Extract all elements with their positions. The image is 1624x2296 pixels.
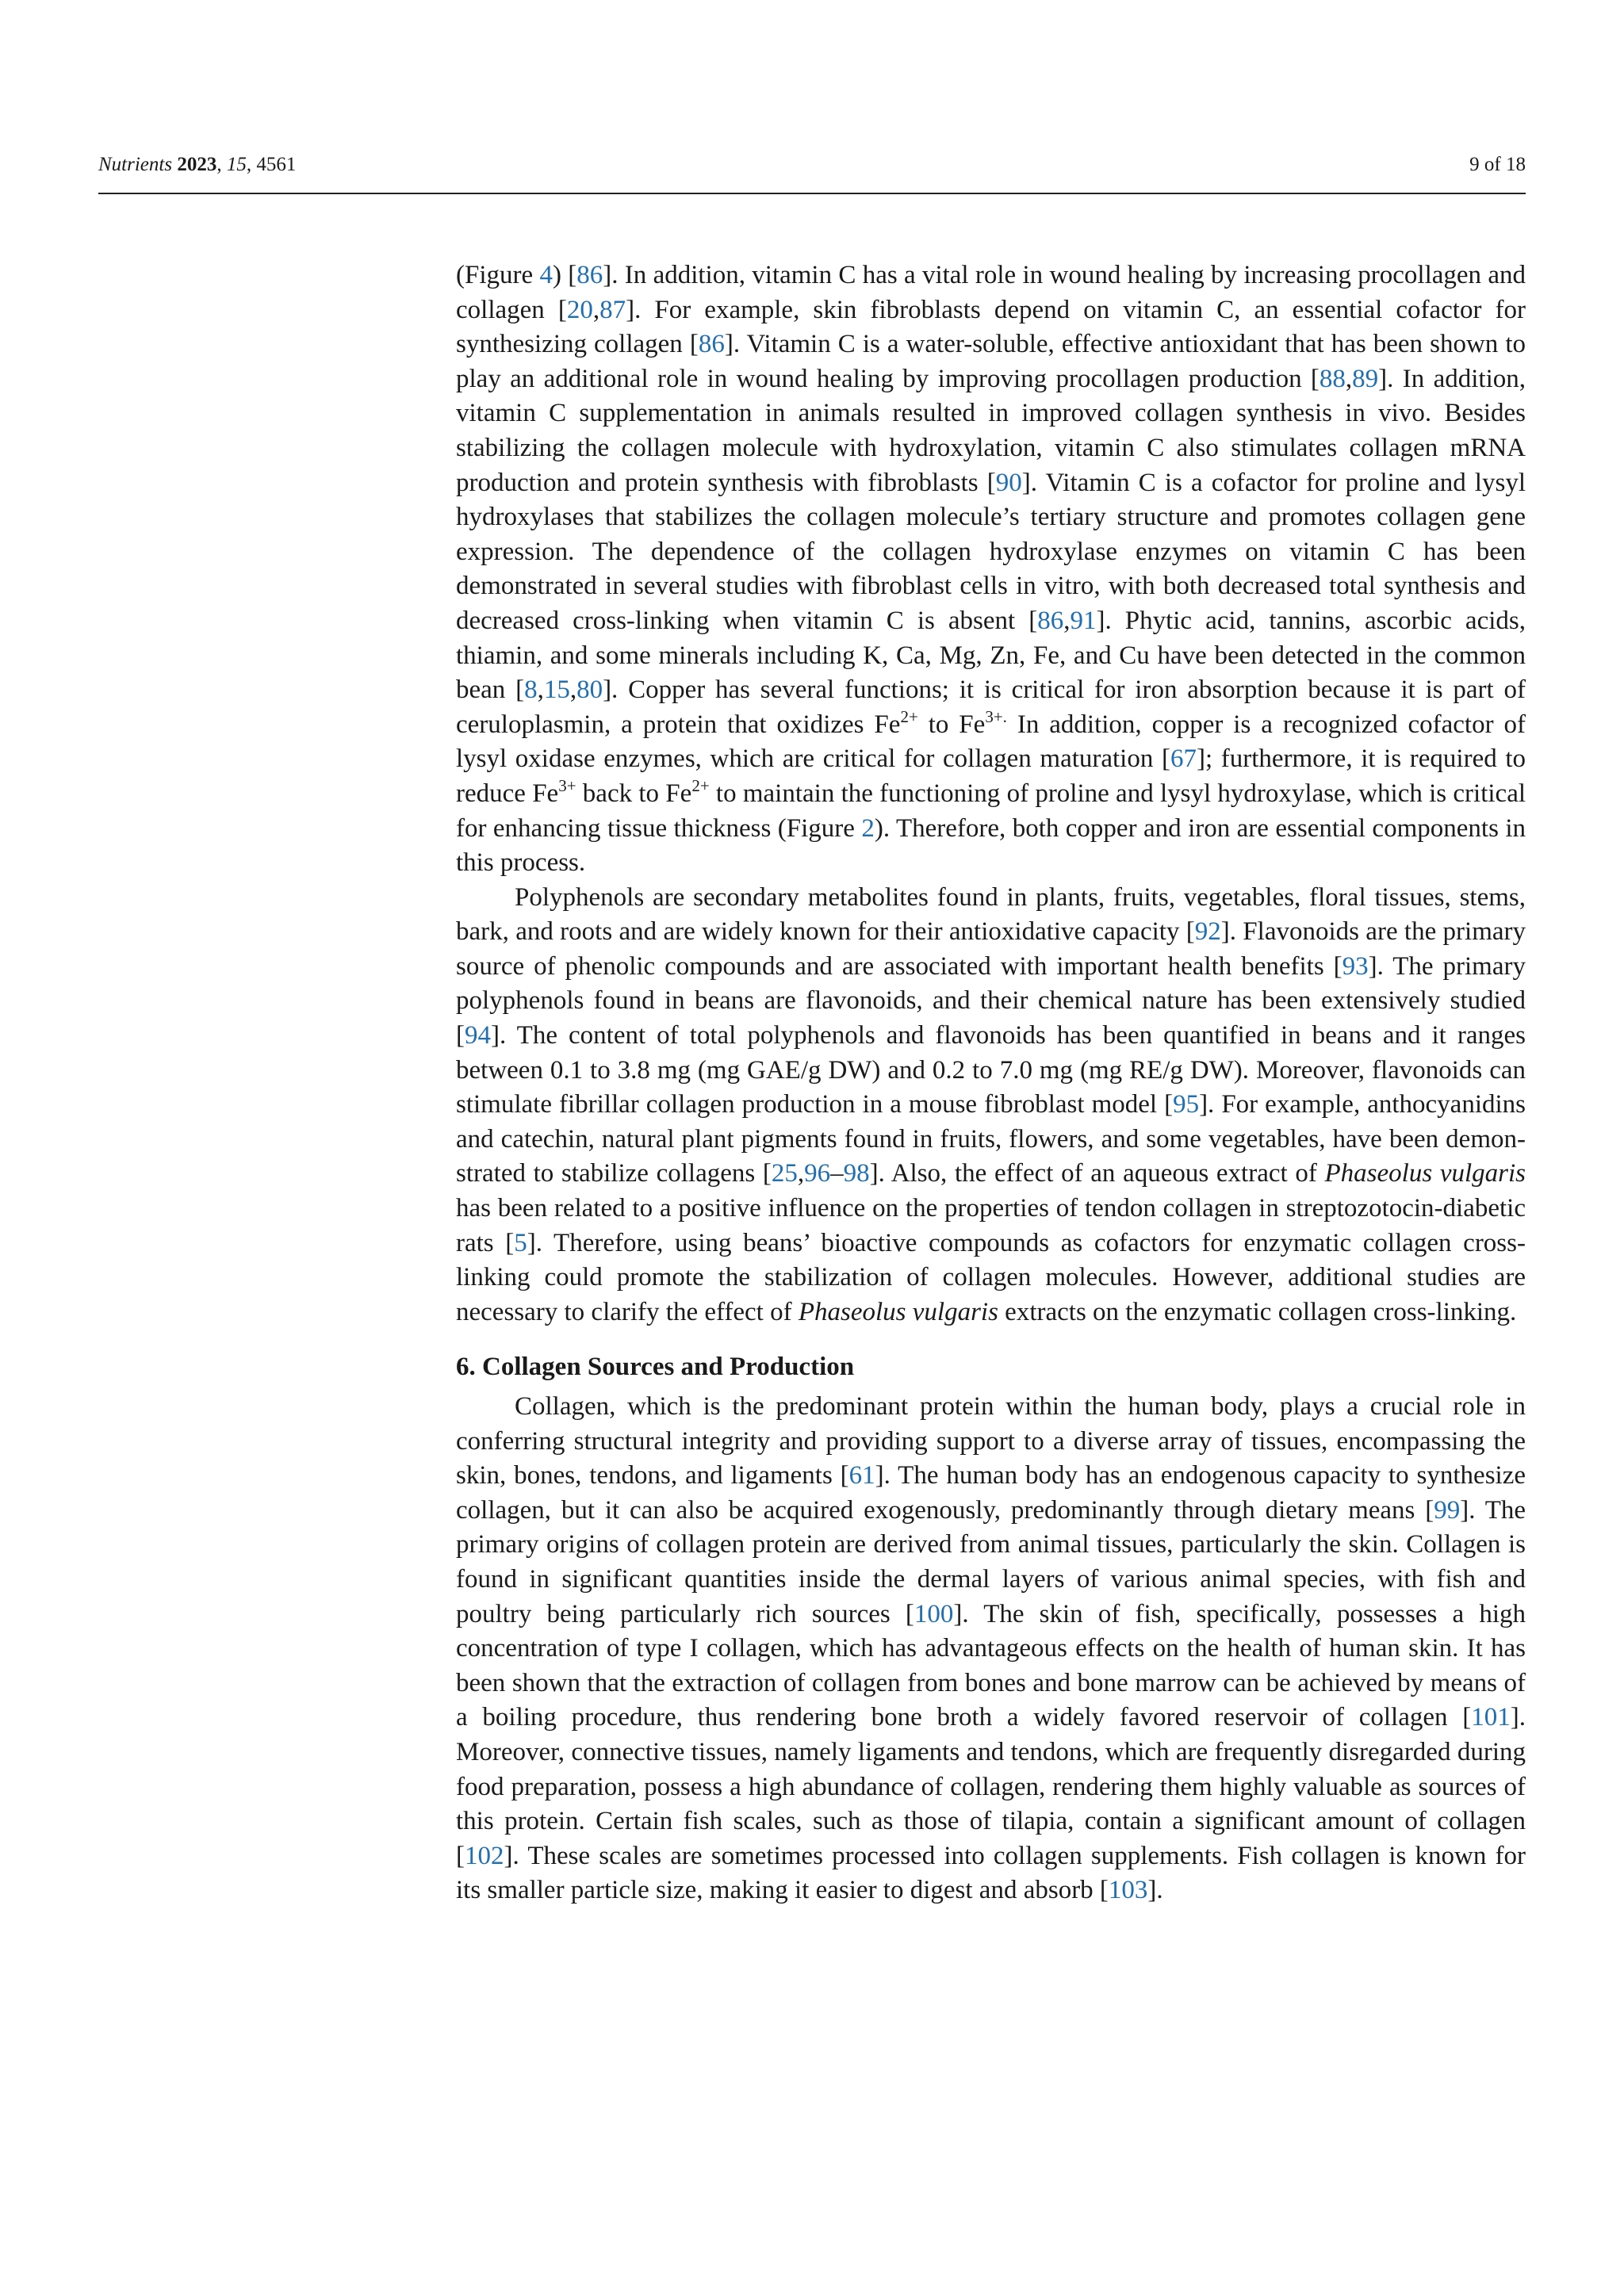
journal-name: Nutrients xyxy=(98,154,173,175)
section-heading: 6. Collagen Sources and Production xyxy=(456,1353,855,1382)
citation-link-4[interactable]: 4 xyxy=(539,261,553,289)
text-run: has been related to a positive influence on the properties of tendon collagen in streptozotocin-diabetic rats [ xyxy=(456,1194,1526,1257)
text-run: , xyxy=(569,675,577,705)
text-run: extracts on the enzymatic collagen cross-linking. xyxy=(998,1297,1517,1326)
text-run: ]. The primary polyphenols found in beans are flavonoids, and their chemical nature has been extensively studied [ xyxy=(456,951,1526,1050)
citation-link-8[interactable]: 8 xyxy=(524,675,538,705)
text-run: ). Therefore, both copper and iron are essential components in this process. xyxy=(456,813,1526,878)
text-run: , xyxy=(797,1159,805,1188)
citation-link-93[interactable]: 93 xyxy=(1342,951,1369,981)
text-run: ]. Moreover, connective tissues, namely ligaments and tendons, which are frequently disregarded during food preparation, possess a high abundance of collagen, rendering them highly valuable as sources of this protein. Certain fish scales, such as those of tilapia, contain a significant amount of collagen [ xyxy=(456,1703,1526,1870)
citation-link-96[interactable]: 96 xyxy=(804,1159,831,1188)
text-run: ]. The primary origins of collagen protein are derived from animal tissues, particularly the skin. Collagen is found in significant quantities inside the dermal layers of various animal species, with fish and poultry being particularly rich sources [ xyxy=(456,1495,1526,1628)
text-run: ]. Therefore, using beans’ bioactive compounds as cofactors for enzymatic collagen cross-linking could promote the stabilization of collagen molecules. However, additional studies are necessary to clarify the effect of xyxy=(456,1228,1526,1326)
journal-volume: 15 xyxy=(226,154,247,175)
citation-link-95[interactable]: 95 xyxy=(1173,1090,1200,1119)
superscript: 3+ xyxy=(558,775,576,795)
citation-link-5[interactable]: 5 xyxy=(514,1228,527,1257)
text-run: ]. These scales are sometimes processed into collagen supplements. Fish collagen is known for its smaller particle size, making it easier to digest and absorb [ xyxy=(456,1841,1526,1905)
text-run: back to Fe xyxy=(576,779,692,808)
text-run: ) [ xyxy=(552,261,577,289)
text-run: ]. In addition, vitamin C has a vital role in wound healing by increasing procollagen and collagen [ xyxy=(456,261,1526,324)
superscript: 2+ xyxy=(691,775,710,795)
paragraph-collagen-sources xyxy=(456,1390,1526,1908)
citation-link-91[interactable]: 91 xyxy=(1070,606,1097,635)
text-run: ]. Copper has several functions; it is critical for iron absorption because it is part of ceruloplasmin, a protein that oxidizes Fe xyxy=(456,675,1526,739)
journal-citation: Nutrients 2023, 15, 4561 xyxy=(98,154,297,175)
text-run: ]. Vitamin C is a water-soluble, effective antioxidant that has been shown to play an additional role in wound healing by improving procollagen production [ xyxy=(456,330,1526,393)
text-run: ]. The content of total polyphenols and flavonoids has been quantified in beans and it ranges between 0.1 to 3.8 mg (mg GAE/g DW) and 0.2 to 7.0 mg (mg RE/g DW). Moreover, flavonoids can stimulate fibrillar collagen production in a mouse fibroblast model [ xyxy=(456,1021,1526,1119)
citation-link-87[interactable]: 87 xyxy=(599,295,626,324)
text-run: to maintain the functioning of proline and lysyl hydroxylase, which is critical for enhancing tissue thickness (Figure xyxy=(456,779,1526,843)
citation-link-25[interactable]: 25 xyxy=(771,1159,798,1188)
citation-link-67[interactable]: 67 xyxy=(1170,744,1197,774)
article-number: 4561 xyxy=(256,154,297,175)
text-run: (Figure xyxy=(456,261,540,289)
header-divider xyxy=(98,193,1526,194)
superscript: 2+ xyxy=(900,706,918,726)
citation-link-20[interactable]: 20 xyxy=(566,295,593,324)
page-indicator: 9 of 18 xyxy=(1469,154,1526,175)
citation-link-15[interactable]: 15 xyxy=(543,675,570,705)
text-run: ]. For example, skin fibroblasts depend on vitamin C, an essential cofactor for synthesizing collagen [ xyxy=(456,295,1526,359)
text-run: In addition, copper is a recognized cofactor of lysyl oxidase enzymes, which are critical for collagen maturation [ xyxy=(456,710,1526,774)
species-name: Phaseolus vulgaris xyxy=(1324,1159,1526,1188)
text-run: ]. For example, anthocyanidins and catechin, natural plant pigments found in fruits, flowers, and some vegetables, have been demonstrated to stabilize collagens [ xyxy=(456,1090,1526,1188)
species-name: Phaseolus vulgaris xyxy=(798,1297,998,1326)
citation-link-101[interactable]: 101 xyxy=(1471,1703,1511,1732)
text-run: ]; furthermore, it is required to reduce Fe xyxy=(456,744,1526,808)
text-run: , xyxy=(1063,606,1071,635)
citation-link-89[interactable]: 89 xyxy=(1352,364,1379,393)
text-run: Collagen, which is the predominant protein within the human body, plays a crucial role in conferring structural integrity and providing support to a diverse array of tissues, encompassing the skin, bones, tendons, and ligaments [ xyxy=(456,1392,1526,1490)
paragraph-vitamin-c xyxy=(456,258,1526,881)
citation-link-86[interactable]: 86 xyxy=(698,330,725,359)
article-body xyxy=(456,258,1526,1908)
citation-link-94[interactable]: 94 xyxy=(465,1021,491,1050)
text-run: , xyxy=(592,295,600,324)
citation-link-100[interactable]: 100 xyxy=(914,1599,954,1628)
running-header xyxy=(98,149,1526,181)
citation-link-86[interactable]: 86 xyxy=(1037,606,1064,635)
text-run: ]. The skin of fish, specifically, possesses a high concentration of type I collagen, which has advantageous effects on the health of human skin. It has been shown that the extraction of collagen from bones and bone marrow can be achieved by means of a boiling procedure, thus rendering bone broth a widely favored reservoir of collagen [ xyxy=(456,1599,1526,1732)
text-run: ]. In addition, vitamin C supplementation in animals resulted in improved collagen synthesis in vivo. Besides stabilizing the collagen molecule with hydroxylation, vitamin C also stimulates collagen mRNA production and protein synthesis with fibroblasts [ xyxy=(456,364,1526,497)
text-run: – xyxy=(830,1159,844,1188)
citation-link-88[interactable]: 88 xyxy=(1319,364,1346,393)
citation-link-61[interactable]: 61 xyxy=(848,1461,875,1490)
citation-link-86[interactable]: 86 xyxy=(576,261,603,289)
citation-link-98[interactable]: 98 xyxy=(843,1159,870,1188)
citation-link-99[interactable]: 99 xyxy=(1434,1495,1461,1525)
citation-link-102[interactable]: 102 xyxy=(465,1841,504,1870)
text-run: , xyxy=(537,675,544,705)
superscript: 3+. xyxy=(985,706,1007,726)
text-run: ]. xyxy=(1147,1876,1163,1905)
text-run: , xyxy=(1345,364,1353,393)
text-run: ]. The human body has an endogenous capacity to synthesize collagen, but it can also be acquired exogenously, predominantly through dietary means [ xyxy=(456,1461,1526,1525)
citation-link-92[interactable]: 92 xyxy=(1194,917,1221,947)
citation-link-2[interactable]: 2 xyxy=(861,813,875,843)
paragraph-polyphenols xyxy=(456,881,1526,1330)
text-run: ]. Vitamin C is a cofactor for proline and lysyl hydroxylases that stabilizes the collagen molecule’s tertiary structure and promotes collagen gene expression. The dependence of the collagen hydroxylase enzymes on vitamin C has been demonstrated in several studies with fibroblast cells in vitro, with both decreased total synthesis and decreased cross-linking when vitamin C is absent [ xyxy=(456,468,1526,635)
text-run: ]. Phytic acid, tannins, ascorbic acids, thiamin, and some minerals including K, Ca, Mg, Zn, Fe, and Cu have been detected in the common bean [ xyxy=(456,606,1526,705)
journal-year: 2023 xyxy=(177,154,217,175)
text-run: Polyphenols are secondary metabolites found in plants, fruits, vegetables, floral tissues, stems, bark, and roots and are widely known for their antioxidative capacity [ xyxy=(456,882,1526,947)
text-run: to Fe xyxy=(917,710,986,739)
citation-link-103[interactable]: 103 xyxy=(1108,1876,1148,1905)
text-run: ]. Flavonoids are the primary source of phenolic compounds and are associated with important health benefits [ xyxy=(456,917,1526,981)
citation-link-90[interactable]: 90 xyxy=(995,468,1022,497)
citation-link-80[interactable]: 80 xyxy=(576,675,603,705)
text-run: ]. Also, the effect of an aqueous extract of xyxy=(869,1159,1325,1188)
